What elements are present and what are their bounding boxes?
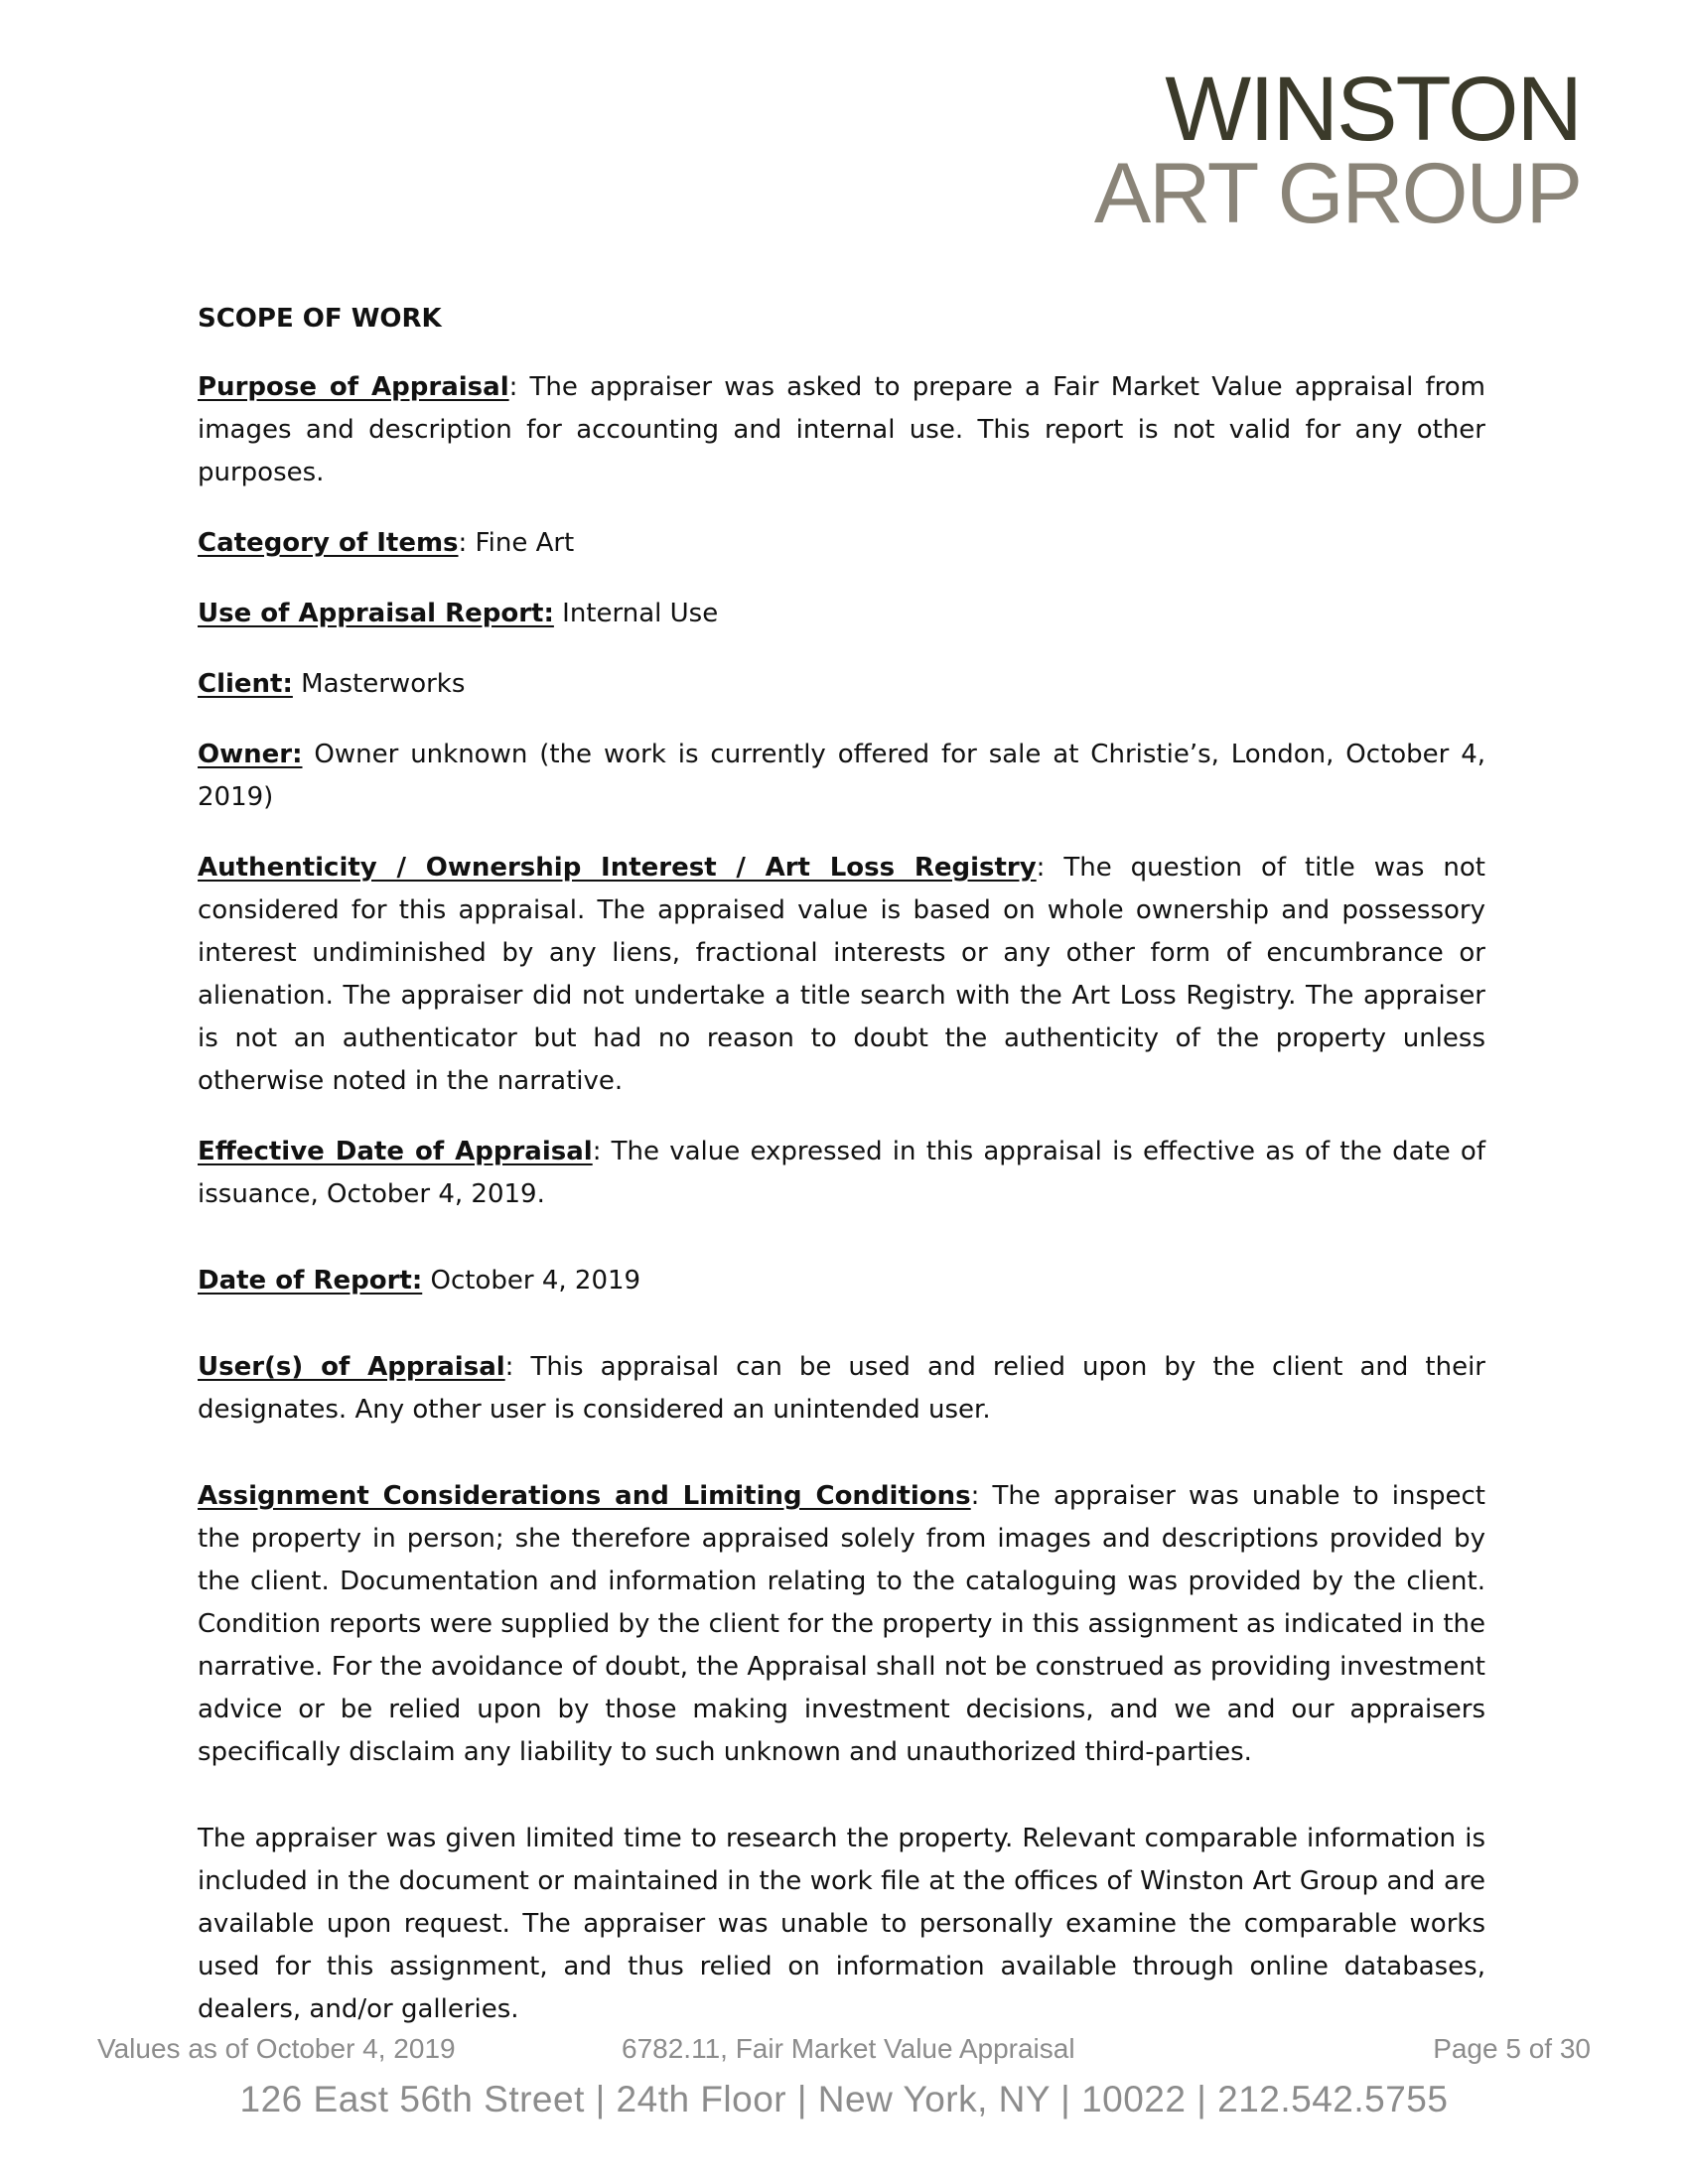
closing-paragraph: The appraiser was given limited time to research the property. Relevant comparable information is included in the document or maintained in the work file at the offices of Winston Art Group and are available upon request. The appraiser was unable to personally examine the comparable works used for this assignment, and thus relied on information available through online databases, dealers, and/or galleries.: [198, 1824, 1485, 2024]
effective-date-text: The value expressed in this appraisal is effective as of the date of issuance, October 4, 2019.: [198, 1137, 1485, 1209]
category-paragraph: Category of Items: Fine Art: [198, 528, 575, 558]
logo-line-winston: WINSTON: [1165, 59, 1581, 160]
logo-line-art-group: ART GROUP: [1093, 146, 1581, 241]
limiting-conditions-paragraph: Assignment Considerations and Limiting Conditions: The appraiser was unable to inspect the property in person; she therefore appraised solely from images and descriptions provided by the client. Documentation and information relating to the cataloguing was provided by the client. Condition reports were supplied by the client for the property in this assignment as indicated in the narrative. For the avoidance of doubt, the Appraisal shall not be construed as providing investment advice or be relied upon by those making investment decisions, and we and our appraisers specifically disclaim any liability to such unknown and unauthorized third-parties.: [198, 1481, 1485, 1767]
users-text: This appraisal can be used and relied upon by the client and their designates. Any other user is considered an unintended user.: [198, 1352, 1485, 1425]
company-logo: [1093, 59, 1581, 241]
limiting-conditions-label: Assignment Considerations and Limiting Conditions: [198, 1481, 971, 1511]
owner-text: Owner unknown (the work is currently offered for sale at Christie’s, London, October 4, 2019): [198, 740, 1486, 812]
client-paragraph: [198, 663, 1485, 706]
purpose-label: Purpose of Appraisal: [198, 372, 509, 402]
authenticity-text: The question of title was not considered for this appraisal. The appraised value is based on whole ownership and possessory interest undiminished by any liens, fractional interests or any other form of encumbrance or alienation. The appraiser did not undertake a title search with the Art Loss Registry. The appraiser is not an authenticator but had no reason to doubt the authenticity of the property unless otherwise noted in the narrative.: [198, 853, 1485, 1096]
report-date-text: October 4, 2019: [430, 1266, 641, 1296]
authenticity-paragraph: Authenticity / Ownership Interest / Art Loss Registry: The question of title was not considered for this appraisal. The appraised value is based on whole ownership and possessory interest undiminished by any liens, fractional interests or any other form of encumbrance or alienation. The appraiser did not undertake a title search with the Art Loss Registry. The appraiser is not an authenticator but had no reason to doubt the authenticity of the property unless otherwise noted in the narrative.: [198, 853, 1485, 1096]
users-paragraph: User(s) of Appraisal: This appraisal can be used and relied upon by the client and their designates. Any other user is considered an unintended user.: [198, 1352, 1485, 1425]
footer-report-id: 6782.11, Fair Market Value Appraisal: [622, 2033, 1075, 2064]
effective-date-paragraph: Effective Date of Appraisal: The value expressed in this appraisal is effective as of the date of issuance, October 4, 2019.: [198, 1137, 1485, 1209]
category-text: Fine Art: [475, 528, 575, 558]
category-label: Category of Items: [198, 528, 459, 558]
client-label: Client:: [198, 669, 293, 699]
authenticity-label: Authenticity / Ownership Interest / Art Loss Registry: [198, 853, 1037, 883]
footer-values-date: Values as of October 4, 2019: [97, 2033, 456, 2064]
limiting-conditions-text: The appraiser was unable to inspect the property in person; she therefore appraised solely from images and descriptions provided by the client. Documentation and information relating to the cataloguing was provided by the client. Condition reports were supplied by the client for the property in this assignment as indicated in the narrative. For the avoidance of doubt, the Appraisal shall not be construed as providing investment advice or be relied upon by those making investment decisions, and we and our appraisers specifically disclaim any liability to such unknown and unauthorized third-parties.: [198, 1481, 1485, 1767]
section-heading: SCOPE OF WORK: [198, 304, 442, 334]
effective-date-label: Effective Date of Appraisal: [198, 1137, 593, 1166]
owner-label: Owner:: [198, 740, 303, 769]
footer-page-number: Page 5 of 30: [1433, 2033, 1591, 2064]
use-paragraph: [198, 593, 1485, 635]
use-text: Internal Use: [562, 599, 719, 628]
report-date-paragraph: [198, 1260, 1485, 1302]
page-footer: [97, 2033, 1591, 2120]
client-text: Masterworks: [301, 669, 466, 699]
purpose-text: The appraiser was asked to prepare a Fair Market Value appraisal from images and description for accounting and internal use. This report is not valid for any other purposes.: [198, 372, 1485, 487]
users-label: User(s) of Appraisal: [198, 1352, 505, 1382]
report-date-label: Date of Report:: [198, 1266, 423, 1296]
footer-address: 126 East 56th Street | 24th Floor | New York, NY | 10022 | 212.542.5755: [239, 2079, 1449, 2119]
document-body: [198, 298, 1485, 2059]
owner-paragraph: [198, 734, 1485, 819]
use-label: Use of Appraisal Report:: [198, 599, 554, 628]
purpose-paragraph: Purpose of Appraisal: The appraiser was asked to prepare a Fair Market Value appraisal from images and description for accounting and internal use. This report is not valid for any other purposes.: [198, 372, 1485, 487]
